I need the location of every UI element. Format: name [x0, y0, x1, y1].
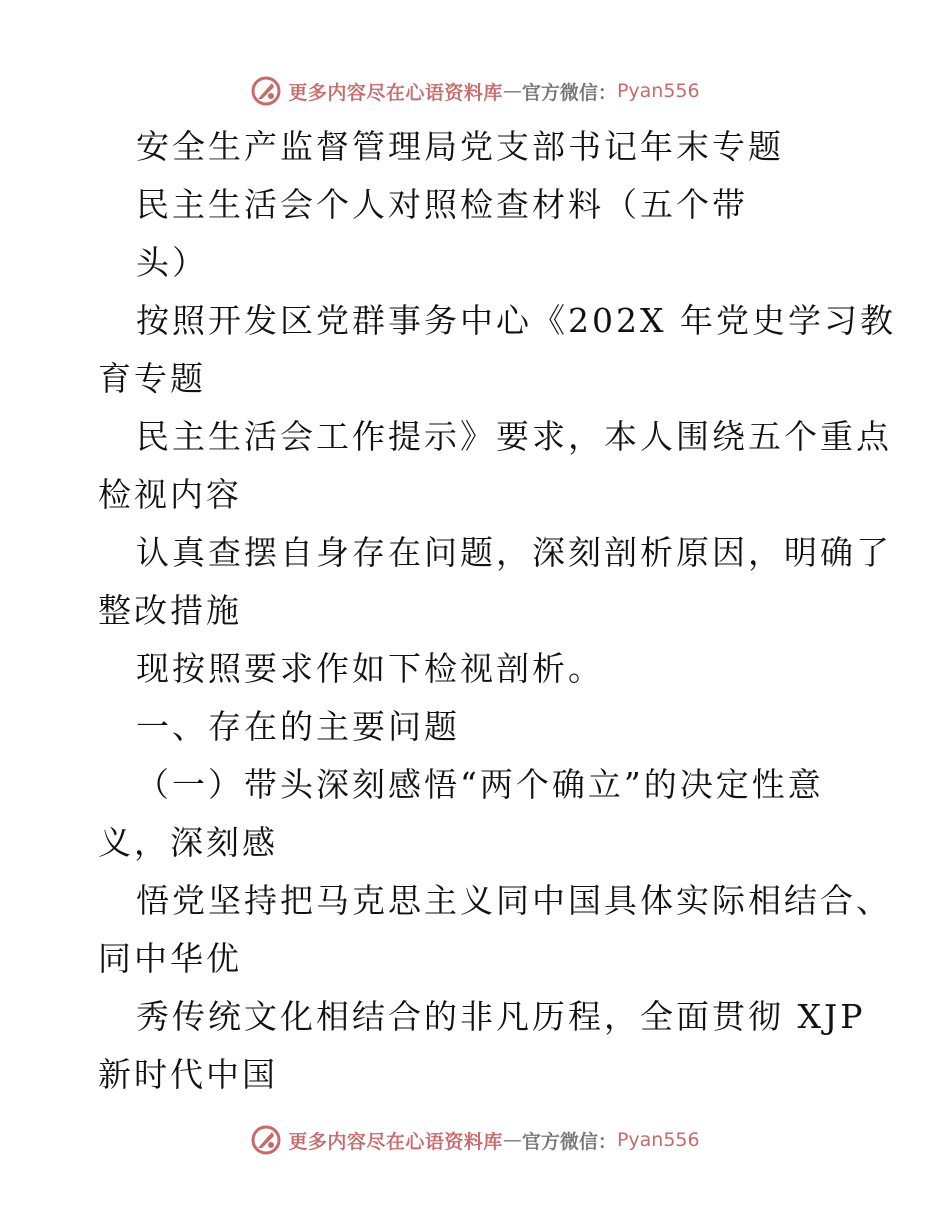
header-banner [0, 74, 950, 108]
doc-section-heading: 一、存在的主要问题 [136, 707, 460, 746]
doc-paragraph-line: 秀传统文化相结合的非凡历程，全面贯彻 XJP [136, 997, 866, 1036]
footer-wechat-id: Pyan556 [616, 1129, 700, 1151]
doc-paragraph-line: 认真查摆自身存在问题，深刻剖析原因，明确了 [136, 533, 892, 572]
footer-wechat-label: 官方微信： [521, 1130, 617, 1153]
quill-logo-icon [250, 75, 282, 107]
footer-separator: — [502, 1129, 522, 1151]
footer-brand-text: 更多内容尽在心语资料库 [288, 1130, 503, 1153]
doc-paragraph-line: 民主生活会工作提示》要求，本人围绕五个重点 [136, 417, 892, 456]
doc-paragraph-line: 悟党坚持把马克思主义同中国具体实际相结合、 [136, 881, 892, 920]
doc-title-line-3: 头） [136, 243, 208, 282]
doc-paragraph-line: 按照开发区党群事务中心《202X 年党史学习教 [136, 301, 896, 340]
doc-title-line-1: 安全生产监督管理局党支部书记年末专题 [136, 127, 784, 166]
header-wechat-label: 官方微信： [521, 81, 617, 104]
document-body [98, 118, 896, 1104]
doc-paragraph-line: 育专题 [98, 359, 206, 398]
header-brand-text: 更多内容尽在心语资料库 [288, 81, 503, 104]
doc-paragraph-line: 现按照要求作如下检视剖析。 [136, 649, 604, 688]
doc-paragraph-line: 整改措施 [98, 591, 242, 630]
quill-logo-icon [250, 1124, 282, 1156]
header-separator: — [502, 80, 522, 102]
doc-subsection-heading: （一）带头深刻感悟“两个确立”的决定性意 [136, 765, 824, 804]
header-wechat-id: Pyan556 [616, 80, 700, 102]
footer-banner [0, 1123, 950, 1157]
doc-title-line-2: 民主生活会个人对照检查材料（五个带 [136, 185, 748, 224]
doc-paragraph-line: 义，深刻感 [98, 823, 278, 862]
doc-paragraph-line: 同中华优 [98, 939, 242, 978]
doc-paragraph-line: 新时代中国 [98, 1055, 278, 1094]
doc-paragraph-line: 检视内容 [98, 475, 242, 514]
